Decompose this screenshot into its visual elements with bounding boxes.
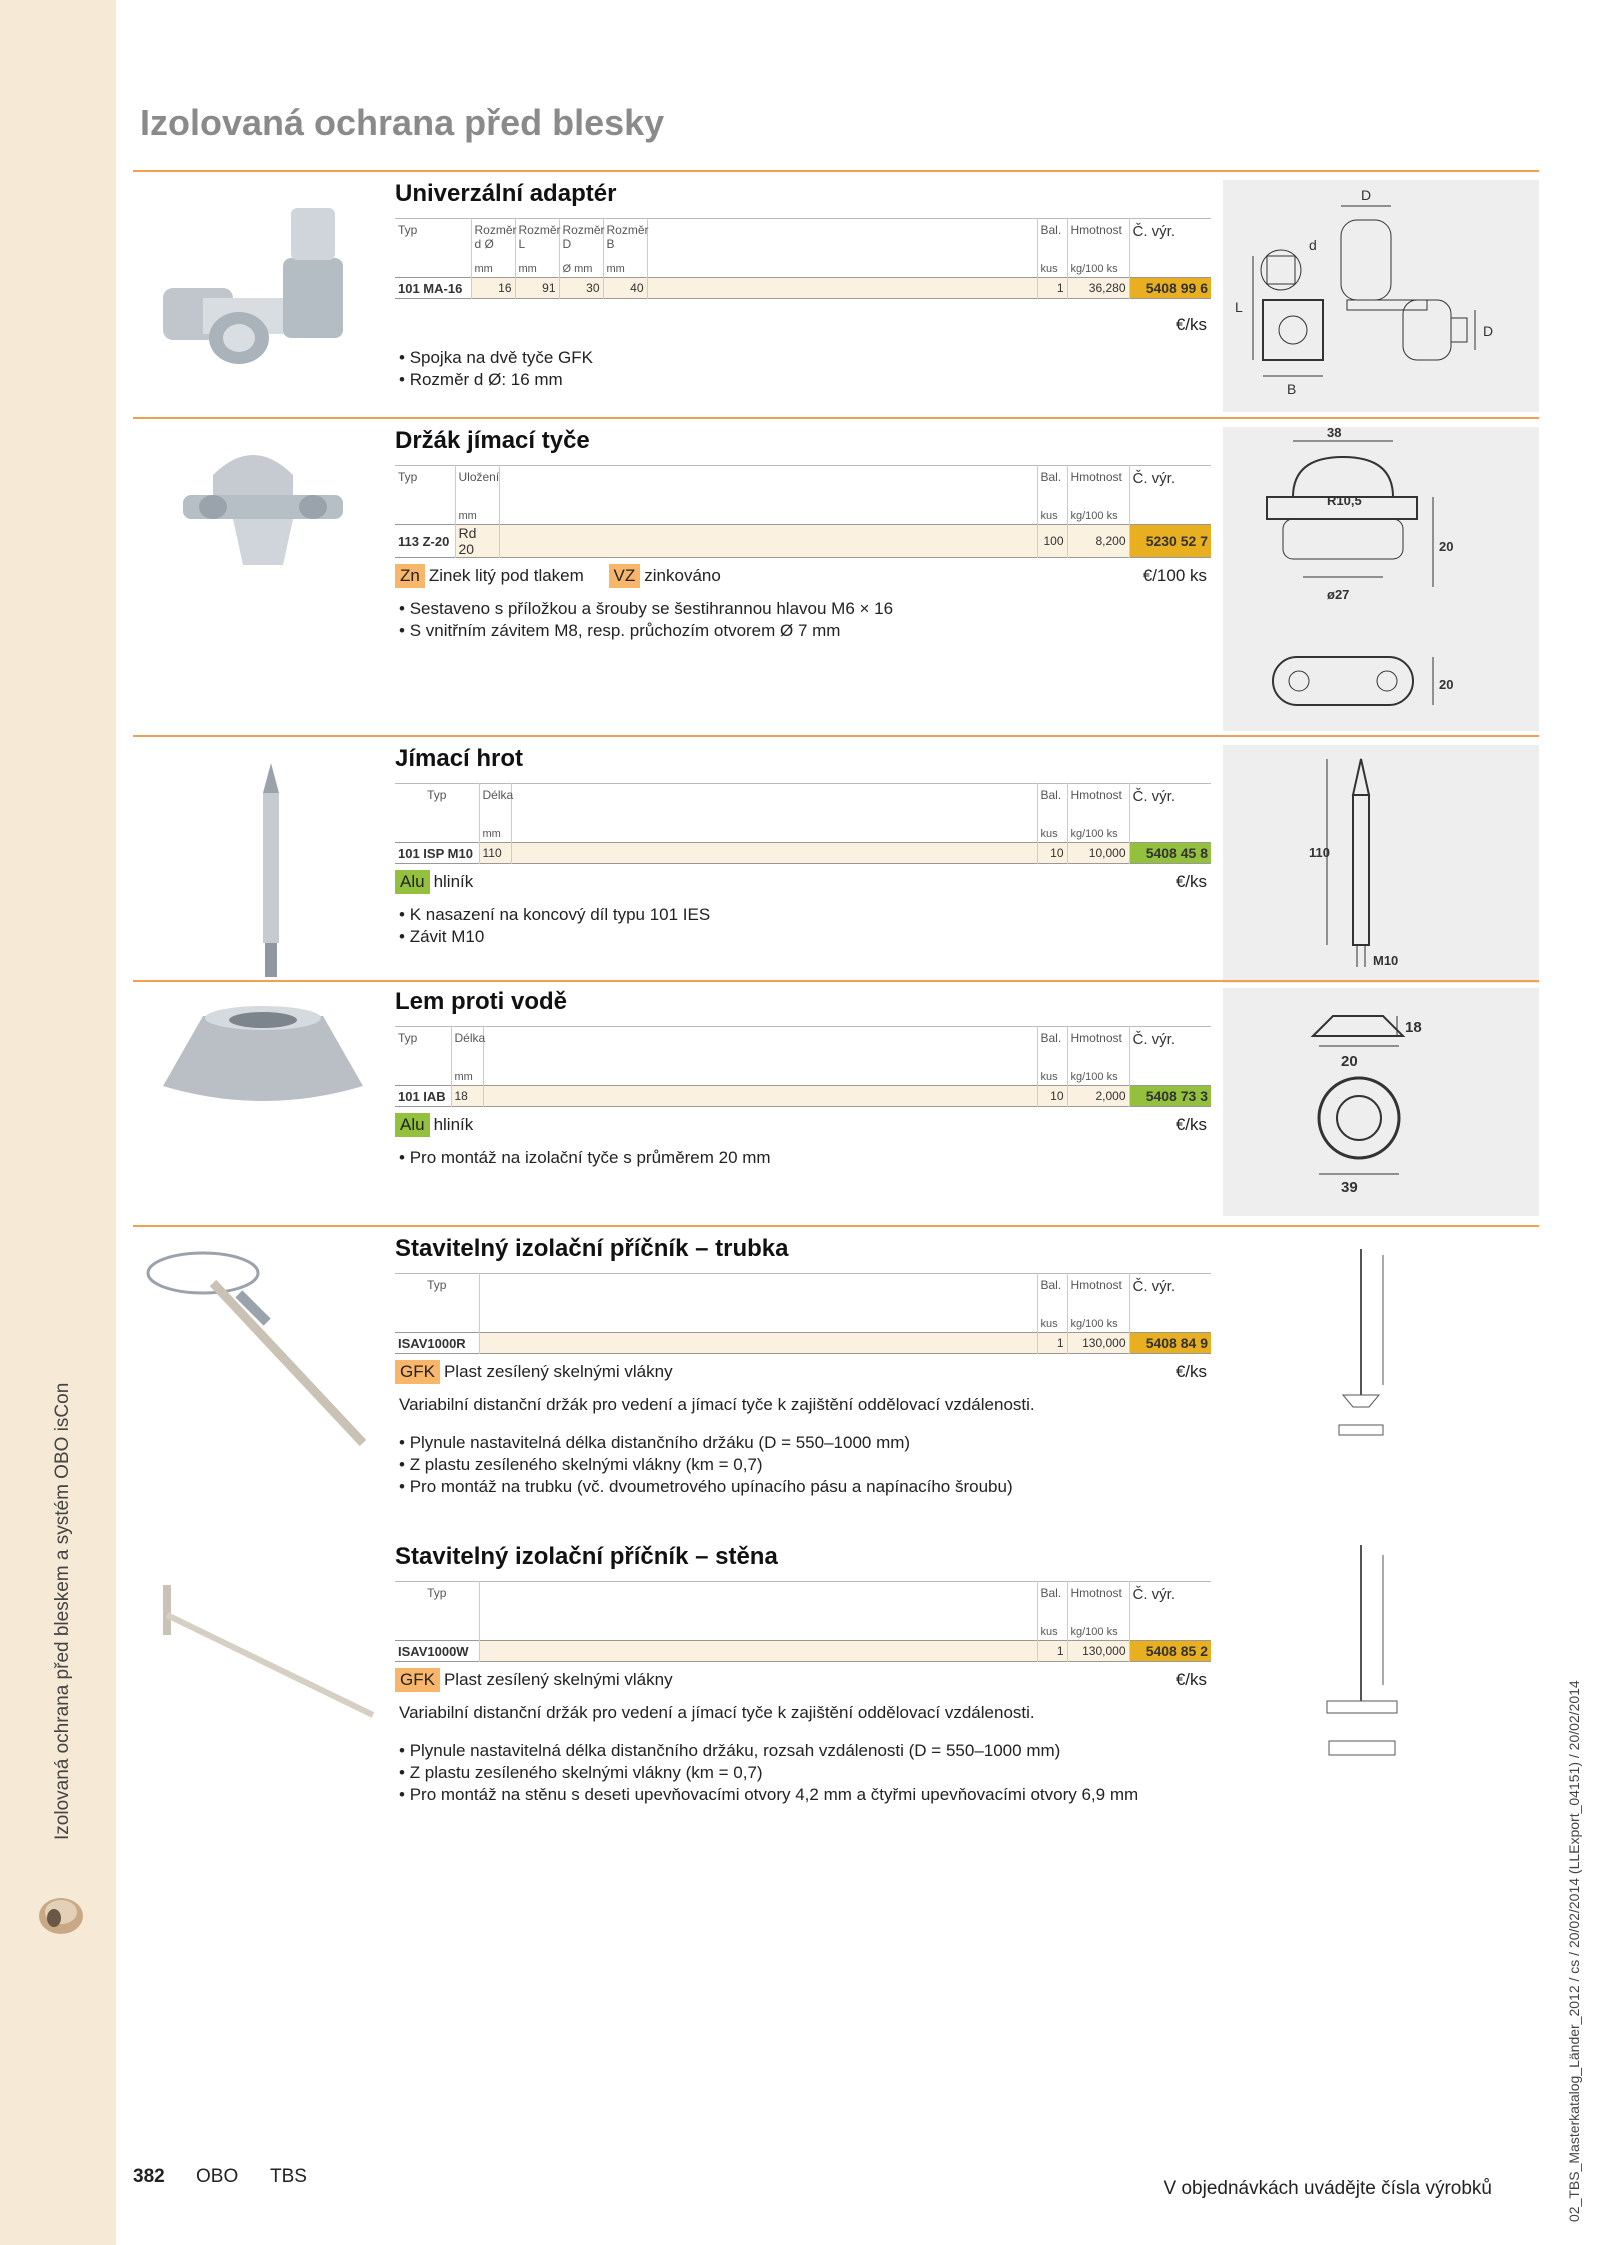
product-content [395, 172, 1211, 391]
list-item: • Pro montáž na trubku (vč. dvoumetrového upínacího pásu a napínacího šroubu) [399, 1476, 1211, 1498]
feature-list [395, 1147, 1211, 1169]
table-row [395, 1333, 1211, 1354]
col-dim-l: Rozměr L [515, 219, 559, 264]
col-length: Délka [451, 1027, 483, 1072]
unit: kus [1037, 828, 1067, 843]
col-mounting: Uložení [455, 466, 499, 511]
feature-list [395, 1740, 1211, 1806]
product-section-crossarm-pipe [133, 1225, 1539, 1527]
dim-label: ø27 [1327, 587, 1350, 602]
col-bal: Bal. [1037, 784, 1067, 829]
article-number: 5408 84 9 [1129, 1333, 1211, 1354]
dim-label: D [1361, 187, 1372, 203]
product-content [395, 419, 1211, 642]
material-badge: Zn [395, 564, 425, 588]
spec-table [395, 465, 1211, 558]
value: 30 [559, 278, 603, 299]
unit: mm [451, 1071, 483, 1086]
article-number: 5408 85 2 [1129, 1641, 1211, 1662]
feature-list [395, 904, 1211, 948]
product-title: Stavitelný izolační příčník – stěna [395, 1543, 778, 1570]
unit: mm [479, 828, 511, 843]
price-unit-row [395, 313, 1211, 341]
unit: kus [1037, 1318, 1067, 1333]
unit: Ø mm [559, 263, 603, 278]
type-code: ISAV1000W [395, 1641, 479, 1662]
table-row [395, 1641, 1211, 1662]
type-code: 101 IAB [395, 1086, 451, 1107]
product-title: Univerzální adaptér [395, 180, 617, 207]
product-photo [143, 1243, 383, 1463]
col-typ: Typ [398, 1031, 418, 1045]
col-weight: Hmotnost [1067, 466, 1129, 511]
footer-note: V objednávkách uvádějte čísla výrobků [1163, 2178, 1492, 2199]
col-dim-b: Rozměr B [603, 219, 647, 264]
material-row [395, 1113, 1211, 1141]
dim-label: L [1235, 299, 1243, 315]
brand-label: OBO [196, 2166, 239, 2187]
material-row [395, 564, 1211, 592]
col-typ: Typ [427, 1278, 447, 1292]
spec-table [395, 1026, 1211, 1107]
col-article: Č. výr. [1129, 1274, 1211, 1319]
value: 40 [603, 278, 647, 299]
col-article: Č. výr. [1129, 1027, 1211, 1072]
list-item: • Pro montáž na stěnu s deseti upevňovacími otvory 4,2 mm a čtyřmi upevňovacími otvory 6,9 mm [399, 1784, 1211, 1806]
sidebar-text: Izolovaná ochrana před bleskem a systém OBO isCon [52, 1382, 73, 1840]
list-item: • Plynule nastavitelná délka distančního držáku (D = 550–1000 mm) [399, 1432, 1211, 1454]
pack-qty: 1 [1037, 278, 1067, 299]
type-code: 101 MA-16 [395, 278, 471, 299]
list-item: • S vnitřním závitem M8, resp. průchozím otvorem Ø 7 mm [399, 620, 1211, 642]
price-unit: €/ks [1175, 1362, 1207, 1381]
list-item: • Z plastu zesíleného skelnými vlákny (km = 0,7) [399, 1454, 1211, 1476]
material-row [395, 870, 1211, 898]
product-content [395, 737, 1211, 948]
product-photo [143, 1575, 383, 1735]
product-title: Jímací hrot [395, 745, 524, 772]
col-bal: Bal. [1037, 1027, 1067, 1072]
product-description: Variabilní distanční držák pro vedení a jímací tyče k zajištění oddělovací vzdálenosti. [399, 1395, 1035, 1414]
material-text: Plast zesílený skelnými vlákny [443, 1670, 673, 1689]
col-weight: Hmotnost [1067, 1027, 1129, 1072]
table-row [395, 525, 1211, 558]
price-unit: €/ks [1175, 872, 1207, 891]
unit: mm [455, 510, 499, 525]
article-number: 5408 45 8 [1129, 843, 1211, 864]
product-description: Variabilní distanční držák pro vedení a jímací tyče k zajištění oddělovací vzdálenosti. [399, 1703, 1035, 1722]
pack-qty: 1 [1037, 1333, 1067, 1354]
product-content [395, 1535, 1211, 1806]
spec-table [395, 1581, 1211, 1662]
article-number: 5230 52 7 [1129, 525, 1211, 558]
table-row [395, 1086, 1211, 1107]
unit: kg/100 ks [1067, 828, 1129, 843]
col-weight: Hmotnost [1067, 784, 1129, 829]
col-typ: Typ [427, 1586, 447, 1600]
dim-label: D [1483, 323, 1494, 339]
col-dim-d: Rozměr d Ø [471, 219, 515, 264]
dim-label: 110 [1309, 845, 1330, 860]
section-label: TBS [270, 2166, 307, 2187]
col-typ: Typ [398, 470, 418, 484]
value: Rd 20 [455, 525, 499, 558]
list-item: • Pro montáž na izolační tyče s průměrem 20 mm [399, 1147, 1211, 1169]
pack-qty: 1 [1037, 1641, 1067, 1662]
weight: 36,280 [1067, 278, 1129, 299]
pack-qty: 10 [1037, 1086, 1067, 1107]
product-photo [143, 435, 383, 585]
unit: kg/100 ks [1067, 263, 1129, 278]
table-row [395, 278, 1211, 299]
material-badge: GFK [395, 1668, 440, 1692]
material-badge: GFK [395, 1360, 440, 1384]
product-title: Stavitelný izolační příčník – trubka [395, 1235, 789, 1262]
technical-drawing [1223, 1535, 1539, 1775]
isCon-product-icon [34, 1892, 88, 1938]
spec-table [395, 218, 1211, 299]
col-bal: Bal. [1037, 1274, 1067, 1319]
unit: kus [1037, 1071, 1067, 1086]
col-bal: Bal. [1037, 219, 1067, 264]
product-section-crossarm-wall [133, 1535, 1539, 1865]
unit: mm [471, 263, 515, 278]
col-length: Délka [479, 784, 511, 829]
dim-label: 38 [1327, 427, 1342, 440]
value: 16 [471, 278, 515, 299]
price-unit: €/ks [1175, 315, 1207, 334]
unit: kus [1037, 510, 1067, 525]
col-article: Č. výr. [1129, 219, 1211, 264]
dim-label: 20 [1439, 539, 1454, 554]
material-row [395, 1668, 1211, 1696]
weight: 10,000 [1067, 843, 1129, 864]
price-unit: €/ks [1175, 1670, 1207, 1689]
technical-drawing [1223, 1235, 1539, 1521]
technical-drawing [1223, 988, 1539, 1216]
list-item: • Závit M10 [399, 926, 1211, 948]
pack-qty: 100 [1037, 525, 1067, 558]
product-photo [143, 996, 383, 1116]
dim-label: 39 [1341, 1179, 1358, 1196]
col-dim-D: Rozměr D [559, 219, 603, 264]
product-section-spike [133, 735, 1539, 982]
material-row [395, 1360, 1211, 1388]
spec-table [395, 1273, 1211, 1354]
unit: mm [515, 263, 559, 278]
col-article: Č. výr. [1129, 1582, 1211, 1627]
material-text: hliník [433, 1115, 474, 1134]
material-text: Plast zesílený skelnými vlákny [443, 1362, 673, 1381]
technical-drawing [1223, 180, 1539, 412]
product-section-universal-adapter [133, 170, 1539, 412]
product-section-holder [133, 417, 1539, 734]
col-article: Č. výr. [1129, 784, 1211, 829]
feature-list [395, 347, 1211, 391]
feature-list [395, 598, 1211, 642]
dim-label: R10,5 [1327, 493, 1362, 508]
col-bal: Bal. [1037, 466, 1067, 511]
catalog-meta: 02_TBS_Masterkatalog_Länder_2012 / cs / 20/02/2014 (LLExport_04151) / 20/02/2014 [1566, 1680, 1582, 2222]
list-item: • Sestaveno s příložkou a šrouby se šestihrannou hlavou M6 × 16 [399, 598, 1211, 620]
product-section-flashing [133, 980, 1539, 1220]
weight: 130,000 [1067, 1641, 1129, 1662]
value: 110 [479, 843, 511, 864]
table-row [395, 843, 1211, 864]
technical-drawing [1223, 427, 1539, 731]
list-item: • Z plastu zesíleného skelnými vlákny (km = 0,7) [399, 1762, 1211, 1784]
dim-label: B [1287, 381, 1297, 397]
weight: 8,200 [1067, 525, 1129, 558]
product-content [395, 980, 1211, 1169]
dim-label: d [1309, 237, 1317, 253]
type-code: 113 Z-20 [395, 525, 455, 558]
list-item: • Spojka na dvě tyče GFK [399, 347, 1211, 369]
technical-drawing [1223, 745, 1539, 983]
product-photo [143, 753, 383, 983]
dim-label: M10 [1373, 953, 1399, 968]
col-weight: Hmotnost [1067, 1274, 1129, 1319]
col-article: Č. výr. [1129, 466, 1211, 511]
finish-badge: VZ [609, 564, 641, 588]
material-badge: Alu [395, 870, 430, 894]
product-photo [143, 188, 383, 418]
unit: kg/100 ks [1067, 1626, 1129, 1641]
value: 18 [451, 1086, 483, 1107]
unit: kus [1037, 1626, 1067, 1641]
col-weight: Hmotnost [1067, 219, 1129, 264]
col-bal: Bal. [1037, 1582, 1067, 1627]
unit: kg/100 ks [1067, 1318, 1129, 1333]
finish-text: zinkováno [644, 566, 721, 585]
list-item: • Rozměr d Ø: 16 mm [399, 369, 1211, 391]
spec-table [395, 783, 1211, 864]
article-number: 5408 99 6 [1129, 278, 1211, 299]
product-content [395, 1227, 1211, 1498]
unit: kg/100 ks [1067, 1071, 1129, 1086]
value: 91 [515, 278, 559, 299]
list-item: • Plynule nastavitelná délka distančního držáku, rozsah vzdálenosti (D = 550–1000 mm) [399, 1740, 1211, 1762]
article-number: 5408 73 3 [1129, 1086, 1211, 1107]
type-code: ISAV1000R [395, 1333, 479, 1354]
unit: kus [1037, 263, 1067, 278]
col-typ: Typ [398, 223, 418, 237]
page-number: 382 [133, 2166, 165, 2187]
dim-label: 18 [1405, 1019, 1422, 1036]
col-weight: Hmotnost [1067, 1582, 1129, 1627]
col-typ: Typ [427, 788, 447, 802]
list-item: • K nasazení na koncový díl typu 101 IES [399, 904, 1211, 926]
type-code: 101 ISP M10 [395, 843, 479, 864]
feature-list [395, 1432, 1211, 1498]
pack-qty: 10 [1037, 843, 1067, 864]
material-text: hliník [433, 872, 474, 891]
unit: kg/100 ks [1067, 510, 1129, 525]
page-title: Izolovaná ochrana před blesky [140, 102, 665, 143]
weight: 2,000 [1067, 1086, 1129, 1107]
product-title: Lem proti vodě [395, 988, 568, 1015]
weight: 130,000 [1067, 1333, 1129, 1354]
dim-label: 20 [1439, 677, 1454, 692]
material-badge: Alu [395, 1113, 430, 1137]
dim-label: 20 [1341, 1053, 1358, 1070]
product-title: Držák jímací tyče [395, 427, 590, 454]
unit: mm [603, 263, 647, 278]
material-text: Zinek litý pod tlakem [428, 566, 584, 585]
price-unit: €/100 ks [1142, 566, 1207, 585]
price-unit: €/ks [1175, 1115, 1207, 1134]
